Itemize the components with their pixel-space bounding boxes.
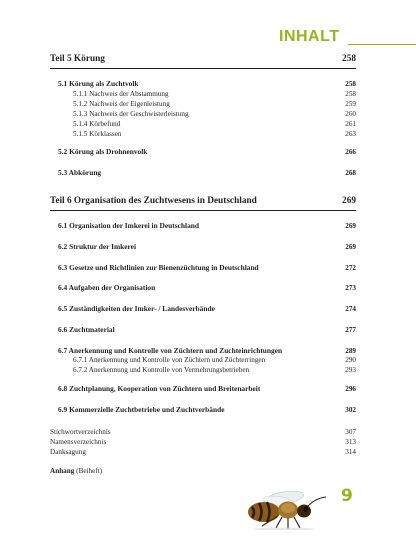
bee-icon (238, 488, 330, 530)
header-rule (348, 44, 416, 45)
toc-label: Danksagung (50, 448, 86, 456)
toc-entry-6-7[interactable] (58, 346, 356, 355)
divider (50, 68, 356, 69)
toc-page: 258 (345, 80, 356, 88)
page-number: 9 (341, 486, 353, 506)
page-title: INHALT (279, 28, 340, 45)
toc-label: 6.4 Aufgaben der Organisation (58, 283, 156, 292)
toc-entry-part-6[interactable] (50, 196, 356, 206)
toc-label: Stichwortverzeichnis (50, 428, 111, 436)
toc-entry-5-3[interactable] (58, 168, 356, 177)
toc-label: Teil 5 Körung (50, 54, 105, 64)
toc-page: 268 (345, 169, 356, 177)
toc-entry-6-5[interactable] (58, 304, 356, 313)
toc-entry-5-1-4[interactable] (73, 120, 356, 128)
toc-page: 313 (345, 438, 356, 446)
toc-page: 259 (345, 100, 356, 108)
toc-label: 6.7.1 Anerkennung und Kontrolle von Züchtern und Züchterringen (73, 356, 266, 364)
toc-label: 5.1.4 Körbefund (73, 120, 121, 128)
toc-page: 263 (345, 130, 356, 138)
toc-label: 5.2 Körung als Drohnenvolk (58, 147, 148, 156)
toc-page: 261 (345, 120, 356, 128)
divider (50, 210, 356, 211)
toc-label: 5.1.3 Nachweis der Geschwisterleistung (73, 110, 189, 118)
toc-page: 269 (345, 222, 356, 230)
toc-entry-6-1[interactable] (58, 221, 356, 230)
toc-label: 6.3 Gesetze und Richtlinien zur Bienenzüchtung in Deutschland (58, 263, 259, 272)
toc-page: 272 (345, 264, 356, 272)
toc-label: Anhang (50, 467, 75, 475)
toc-entry-6-3[interactable] (58, 263, 356, 272)
toc-label: 6.5 Zuständigkeiten der Imker- / Landesverbände (58, 304, 215, 313)
toc-label: Namensverzeichnis (50, 438, 107, 446)
toc-label: 6.6 Zuchtmaterial (58, 325, 115, 334)
toc-label: 5.1.5 Körklassen (73, 130, 122, 138)
toc-entry-6-8[interactable] (58, 384, 356, 393)
toc-entry-6-2[interactable] (58, 242, 356, 251)
toc-entry-part-5[interactable] (50, 54, 356, 64)
toc-page: 296 (345, 385, 356, 393)
toc-label: Teil 6 Organisation des Zuchtwesens in Deutschland (50, 196, 257, 206)
toc-label: 6.8 Zuchtplanung, Kooperation von Züchtern und Breitenarbeit (58, 384, 261, 393)
toc-label: 5.1 Körung als Zuchtvolk (58, 79, 139, 88)
toc-entry-6-6[interactable] (58, 325, 356, 334)
toc-entry-5-1-1[interactable] (73, 90, 356, 98)
toc-page: 266 (345, 148, 356, 156)
toc-label: 6.2 Struktur der Imkerei (58, 242, 137, 251)
toc-entry-5-1-5[interactable] (73, 130, 356, 138)
toc-page: 289 (345, 347, 356, 355)
toc-entry-5-1-2[interactable] (73, 100, 356, 108)
toc-label: 5.1.1 Nachweis der Abstammung (73, 90, 169, 98)
toc-entry-5-2[interactable] (58, 147, 356, 156)
toc-entry-namensverzeichnis[interactable] (50, 438, 356, 446)
page-header (276, 28, 416, 50)
toc-entry-6-7-1[interactable] (73, 356, 356, 364)
toc-page: 314 (345, 448, 356, 456)
toc-page: 302 (345, 406, 356, 414)
toc-page: 260 (345, 110, 356, 118)
toc-page: 293 (345, 366, 356, 374)
toc-page: 269 (345, 243, 356, 251)
toc-page: 273 (345, 284, 356, 292)
toc-label: 6.7.2 Anerkennung und Kontrolle von Vermehrungsbetrieben (73, 366, 250, 374)
toc-note: (Beiheft) (76, 467, 103, 475)
toc-entry-stichwortverzeichnis[interactable] (50, 428, 356, 436)
toc-page: 274 (345, 305, 356, 313)
toc-page: 307 (345, 428, 356, 436)
toc-page: 258 (342, 54, 356, 64)
toc-page: 277 (345, 326, 356, 334)
toc-label: 6.1 Organisation der Imkerei in Deutschland (58, 221, 199, 230)
toc-entry-6-4[interactable] (58, 283, 356, 292)
toc-label: 6.7 Anerkennung und Kontrolle von Züchtern und Zuchteinrichtungen (58, 346, 283, 355)
toc-entry-5-1[interactable] (58, 79, 356, 88)
toc-entry-6-9[interactable] (58, 405, 356, 414)
toc-entry-6-7-2[interactable] (73, 366, 356, 374)
toc-entry-5-1-3[interactable] (73, 110, 356, 118)
toc-label: 5.3 Abkörung (58, 168, 102, 177)
toc-entry-danksagung[interactable] (50, 448, 356, 456)
toc-page: 290 (345, 356, 356, 364)
toc-label: 6.9 Kommerzielle Zuchtbetriebe und Zuchtverbände (58, 405, 225, 414)
toc-page: 258 (345, 90, 356, 98)
toc-page: 269 (342, 196, 356, 206)
toc-label: 5.1.2 Nachweis der Eigenleistung (73, 100, 170, 108)
toc-entry-anhang[interactable] (50, 467, 356, 475)
